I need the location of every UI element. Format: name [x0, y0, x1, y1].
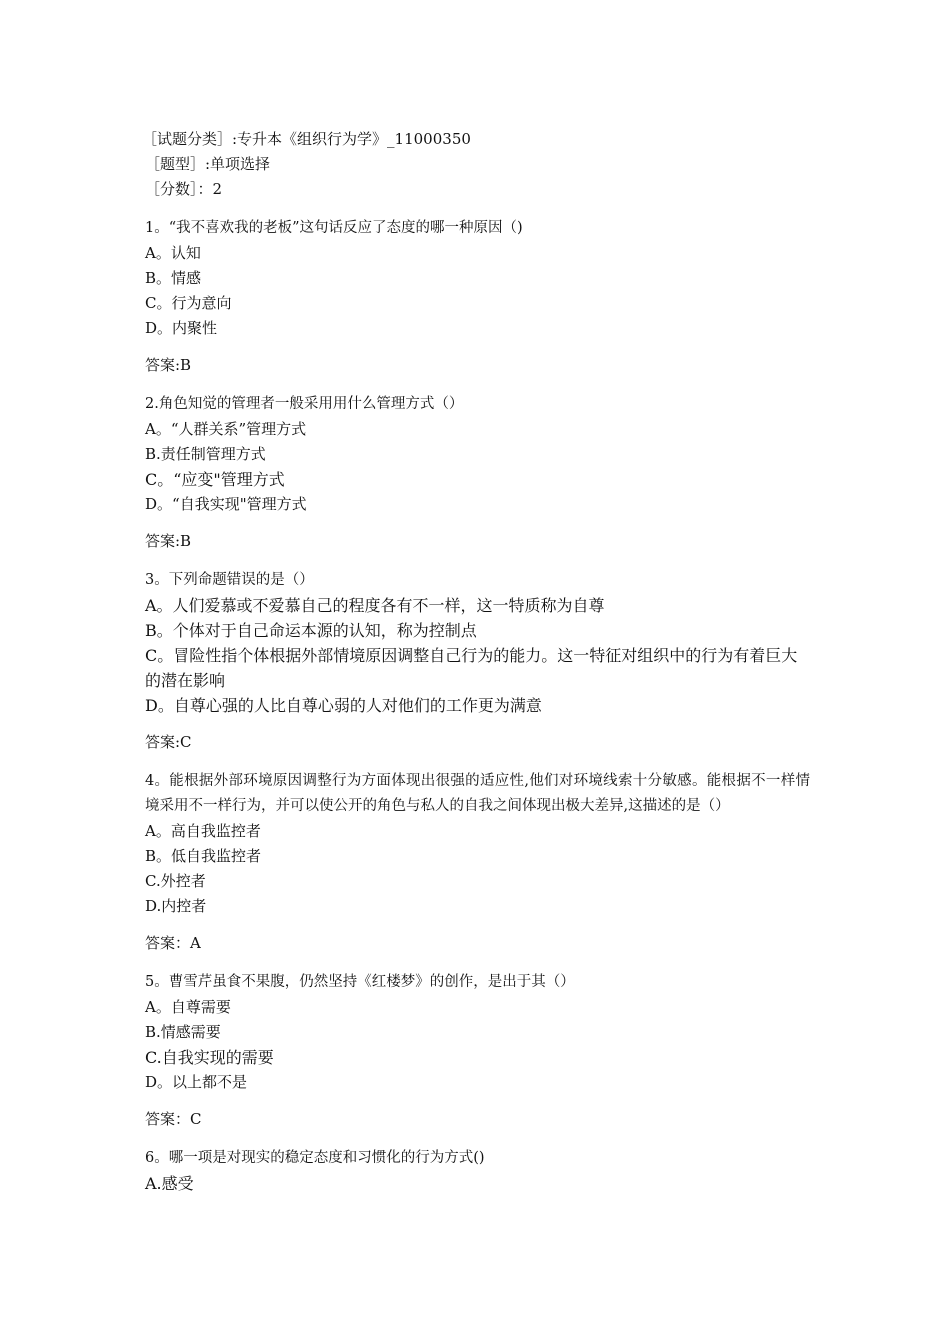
option-b: B.责任制管理方式 [145, 445, 266, 463]
question-text: 2.角色知觉的管理者一般采用用什么管理方式（） [145, 396, 464, 412]
option-d: D。以上都不是 [145, 1073, 248, 1091]
question-1 [145, 216, 815, 378]
option-a: A。认知 [145, 244, 201, 262]
question-5 [145, 970, 815, 1132]
option-b: B。低自我监控者 [145, 847, 262, 865]
question-6 [145, 1146, 815, 1196]
question-text: 6。哪一项是对现实的稳定态度和习惯化的行为方式() [145, 1150, 485, 1166]
question-4 [145, 769, 815, 956]
answer-line: 答案:B [145, 356, 192, 374]
option-c: C。行为意向 [145, 294, 232, 312]
document-page [142, 127, 815, 1196]
option-d: D。“自我实现"管理方式 [145, 495, 307, 513]
answer-line: 答案：A [145, 934, 201, 952]
option-c: C。“应变"管理方式 [145, 470, 285, 489]
question-type-line: ［题型］:单项选择 [145, 155, 271, 173]
option-a: A。“人群关系”管理方式 [145, 420, 307, 438]
score-line: ［分数］：2 [145, 180, 223, 198]
option-c: C。冒险性指个体根据外部情境原因调整自己行为的能力。这一特征对组织中的行为有着巨大的潜在影响 [145, 646, 798, 690]
question-text: 5。曹雪芹虽食不果腹，仍然坚持《红楼梦》的创作，是出于其（） [145, 974, 575, 990]
question-text: 3。下列命题错误的是（） [145, 572, 314, 588]
option-d: D。自尊心强的人比自尊心弱的人对他们的工作更为满意 [145, 696, 542, 715]
answer-line: 答案:B [145, 532, 192, 550]
answer-line: 答案：C [145, 1110, 202, 1128]
question-text: 1。“我不喜欢我的老板”这句话反应了态度的哪一种原因（) [145, 220, 523, 236]
question-2 [145, 392, 815, 554]
option-a: A。人们爱慕或不爱慕自己的程度各有不一样，这一特质称为自尊 [145, 596, 605, 615]
option-a: A.感受 [145, 1174, 194, 1193]
option-d: D.内控者 [145, 897, 207, 915]
option-b: B。个体对于自己命运本源的认知，称为控制点 [145, 621, 477, 640]
header-block [142, 127, 815, 202]
option-c: C.外控者 [145, 872, 206, 890]
option-c: C.自我实现的需要 [145, 1048, 274, 1067]
option-b: B.情感需要 [145, 1023, 221, 1041]
answer-line: 答案:C [145, 733, 192, 751]
question-text: 4。能根据外部环境原因调整行为方面体现出很强的适应性,他们对环境线索十分敏感。能根据不一样情境采用不一样行为，并可以使公开的角色与私人的自我之间体现出极大差异,这描述的是（） [145, 773, 810, 814]
question-3 [145, 568, 815, 755]
option-a: A。高自我监控者 [145, 822, 261, 840]
option-a: A。自尊需要 [145, 998, 231, 1016]
option-d: D。内聚性 [145, 319, 218, 337]
category-line: ［试题分类］:专升本《组织行为学》_11000350 [142, 130, 471, 148]
option-b: B。情感 [145, 269, 202, 287]
